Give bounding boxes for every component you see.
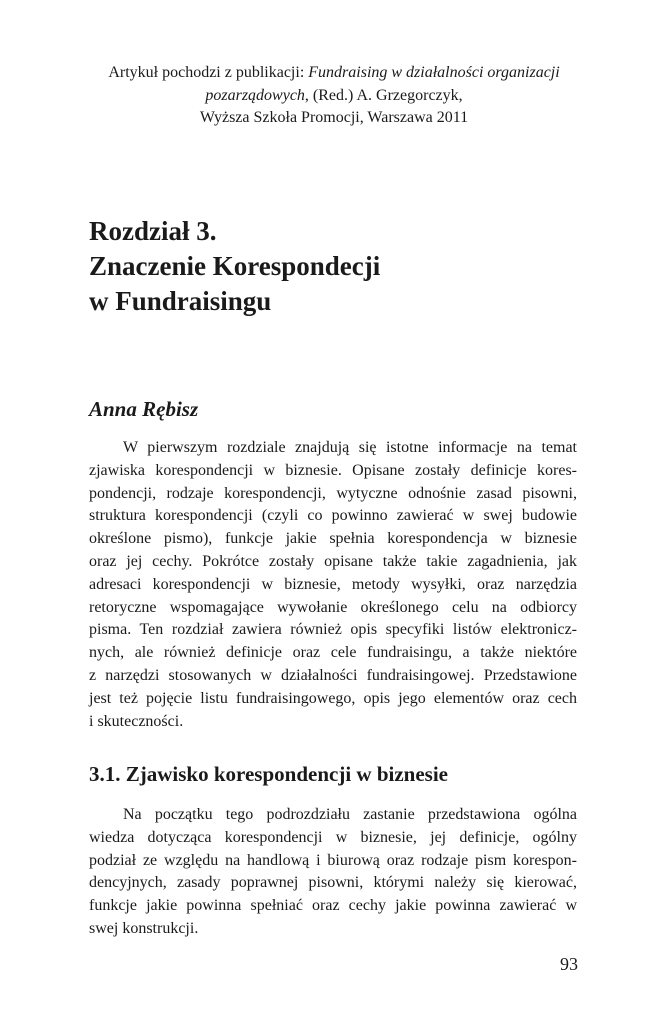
intro-line: struktura korespondencji (czyli co powinno zawierać w swej budowie xyxy=(89,507,577,525)
section-line: swej konstrukcji. xyxy=(89,919,199,937)
intro-line: retoryczne wspomagające wywołanie określonego celu na odbiorcy xyxy=(89,598,577,616)
section-line: podział ze względu na handlową i biurową oraz rodzaje pism korespon- xyxy=(89,851,577,869)
section-line: funkcje jakie powinna spełniać oraz cechy jakie powinna zawierać w xyxy=(89,897,577,915)
intro-line: pondencji, rodzaje korespondencji, wytyczne odnośnie zasad pisowni, xyxy=(89,484,577,502)
intro-paragraph xyxy=(89,437,577,733)
source-note-book-title: Fundraising w działalności organizacji xyxy=(308,64,560,81)
section-paragraph xyxy=(89,804,577,941)
section-line: wiedza dotycząca korespondencji w biznesie, jej definicje, ogólny xyxy=(89,828,577,846)
chapter-title-line-2: Znaczenie Korespondecji xyxy=(89,251,381,281)
source-note-line-1 xyxy=(80,62,588,85)
intro-line: z narzędzi stosowanych w działalności fundraisingowej. Przedstawione xyxy=(89,666,577,684)
author-name: Anna Rębisz xyxy=(89,397,199,421)
intro-line: pisma. Ten rozdział zawiera również opis specyfiki listów elektronicz- xyxy=(89,621,577,639)
source-note-editor: , (Red.) A. Grzegorczyk, xyxy=(304,86,463,104)
intro-line: zjawiska korespondencji w biznesie. Opisane zostały definicje kores- xyxy=(89,461,577,479)
intro-line: i skuteczności. xyxy=(89,712,184,730)
source-note-line-2 xyxy=(80,85,588,108)
page-number: 93 xyxy=(560,954,578,974)
chapter-title-line-3: w Fundraisingu xyxy=(89,286,272,316)
source-note xyxy=(80,62,588,130)
intro-line: określone pismo), funkcje jakie spełnia korespondencja w biznesie xyxy=(89,530,577,548)
section-line: Na początku tego podrozdziału zastanie przedstawiona ogólna xyxy=(123,806,577,823)
source-note-prefix: Artykuł pochodzi z publikacji: xyxy=(108,64,309,81)
section-heading: 3.1. Zjawisko korespondencji w biznesie xyxy=(89,762,448,786)
intro-line: oraz jej cechy. Pokrótce zostały opisane także takie zagadnienia, jak xyxy=(89,552,577,570)
source-note-book-title-cont: pozarządowych xyxy=(205,86,305,104)
chapter-title-line-1: Rozdział 3. xyxy=(89,216,217,246)
intro-line: adresaci korespondencji w biznesie, metody wysyłki, oraz narzędzia xyxy=(89,575,577,593)
section-line: dencyjnych, zasady poprawnej pisowni, którymi należy się kierować, xyxy=(89,874,577,892)
intro-line: W pierwszym rozdziale znajdują się istotne informacje na temat xyxy=(123,439,577,456)
source-note-publisher: Wyższa Szkoła Promocji, Warszawa 2011 xyxy=(199,109,469,126)
intro-line: nych, ale również definicje oraz cele fundraisingu, a także niektóre xyxy=(89,644,577,662)
intro-line: jest też pojęcie listu fundraisingowego, opis jego elementów oraz cech xyxy=(89,689,577,707)
chapter-title xyxy=(89,214,589,319)
